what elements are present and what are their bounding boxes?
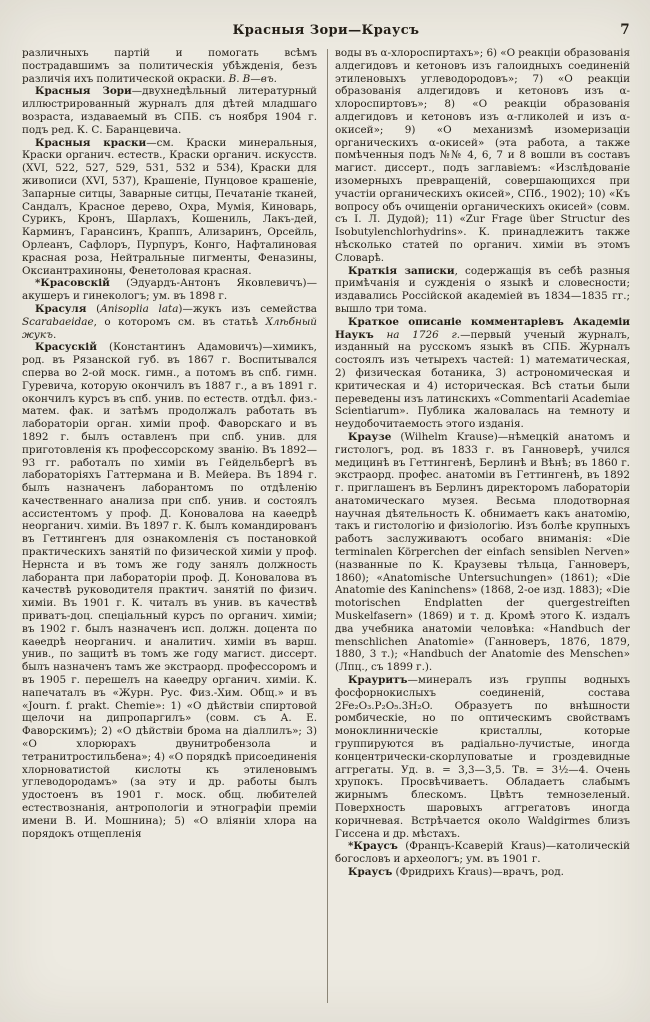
entry-paragraph bbox=[22, 85, 317, 136]
entry-text: различныхъ партій и помогать всѣмъ пострадавшимъ за политическія убѣжденія, безъ различія ихъ политической окраски. bbox=[22, 47, 317, 85]
entry-text: —минералъ изъ группы водныхъ фосфорнокислыхъ соединеній, состава 2Fe₂O₃.P₂O₅.3H₂O. Образуетъ по внѣшности ромбическіе, но по оптическимъ свойствамъ моноклинническіе кристаллы, которые группируются въ радіально-лучистые, иногда концентрически-скорлуповатые и гроздевидные аггрегаты. Уд. в. = 3,3—3,5. Тв. = 3½—4. Очень хрупокъ. Просвѣчиваетъ. Обладаетъ слабымъ жирнымъ блескомъ. Цвѣтъ темнозеленый. Поверхность шаровыхъ аггрегатовъ иногда коричневая. Встрѣчается около Waldgirmes близъ Гиссена и др. мѣстахъ. bbox=[335, 674, 630, 840]
right-column bbox=[335, 47, 630, 1005]
entry-text: (Францъ-Ксаверій Kraus)—католическій богословъ и археологъ; ум. въ 1901 г. bbox=[335, 840, 630, 866]
entry-text: , содержащія въ себѣ разныя примѣчанія и сужденія о языкѣ и словесности; издавались Россійской академіей въ 1834—1835 гг.; вышло три тома. bbox=[335, 264, 630, 315]
entry-text: воды въ α-хлороспиртахъ»; 6) «О реакціи образованія алдегидовъ и кетоновъ изъ галоидныхъ соединеній этиленовыхъ углеводородовъ»; 7) «О реакціи образованія алдегидовъ и кетоновъ изъ α-хлороспиртовъ»; 8) «О реакціи образованія алдегидовъ и кетоновъ изъ α-гликолей и изъ α-окисей»; 9) «О механизмѣ изомеризаціи органическихъ α-окисей» (эта работа, а также помѣченныя подъ №№ 4, 6, 7 и 8 вошли въ составъ магист. диссерт., подъ заглавіемъ: «Изслѣдованіе изомерныхъ превращеній, совершающихся при участіи органическихъ окисей», СПб., 1902); 10) «Къ вопросу объ очищеніи органическихъ окисей» (совм. съ І. Л. Дудой); 11) «Zur Frage über Structur des Isobutylenchlorhydrins». К. принадлежитъ также нѣсколько статей по органич. химіи въ этомъ Словарѣ. bbox=[335, 47, 630, 264]
entry-headword: Красныя краски bbox=[35, 136, 147, 149]
entry-text: Хлѣбный жукъ. bbox=[22, 315, 317, 341]
entry-headword: Красуля bbox=[35, 302, 87, 315]
entry-paragraph bbox=[335, 866, 630, 879]
entry-text: В. В—въ. bbox=[228, 72, 277, 85]
entry-paragraph bbox=[22, 277, 317, 303]
column-divider bbox=[327, 49, 328, 1003]
entry-headword: Краткія записки bbox=[348, 264, 455, 277]
entry-text: (Эдуардъ-Антонъ Яковлевичъ)—акушеръ и гинекологъ; ум. въ 1898 г. bbox=[22, 277, 317, 303]
entry-paragraph bbox=[335, 674, 630, 840]
entry-text: )—жукъ изъ семейства bbox=[178, 302, 317, 315]
entry-text: ( bbox=[86, 302, 101, 315]
entry-paragraph bbox=[22, 47, 317, 85]
entry-text: на 1726 г. bbox=[373, 328, 461, 341]
entry-paragraph bbox=[22, 341, 317, 840]
entry-headword: Краусъ bbox=[348, 866, 393, 878]
entry-headword: Краткое описаніе комментаріевъ Академіи Наукъ bbox=[335, 315, 630, 341]
running-title: Красныя Зори—Краусъ bbox=[232, 23, 420, 38]
entry-text: , о которомъ см. въ статьѣ bbox=[93, 315, 266, 328]
entry-text: (Фридрихъ Kraus)—врачъ, род. bbox=[392, 866, 564, 878]
entry-paragraph bbox=[335, 265, 630, 316]
entry-paragraph bbox=[22, 303, 317, 341]
entry-paragraph bbox=[22, 137, 317, 278]
entry-headword: Красускій bbox=[35, 341, 97, 354]
text-columns bbox=[22, 47, 630, 1005]
entry-text: —см. Краски минеральныя, Краски органич. естеств., Краски органич. искусств. (XVI, 522, 527, 529, 531, 532 и 534), Краски для живописи (XVI, 537), Крашеніе, Пунцовое крашеніе, Запарные ситцы, Заварные ситцы, Печатаніе тканей, Сандалъ, Красное дерево, Охра, Мумія, Киноварь, Сурикъ, Кронъ, Шарлахъ, Кошениль, Лакъ-дей, Карминъ, Гарансинъ, Краппъ, Ализаринъ, Орсейль, Орлеанъ, Сафлоръ, Пурпуръ, Конго, Нафталиновая красная роза, Нейтральные пигменты, Феназины, Оксиантрахиноны, Фенетоловая красная. bbox=[22, 136, 317, 277]
entry-headword: Краузе bbox=[348, 430, 392, 443]
entry-headword: *Краусъ bbox=[348, 840, 398, 853]
entry-text: —двухнедѣльный литературный иллюстрированный журналъ для дѣтей младшаго возраста, издаваемый въ СПБ. съ ноября 1904 г. подъ ред. К. С. Баранцевича. bbox=[22, 85, 317, 136]
entry-headword: Красныя Зори bbox=[35, 85, 132, 98]
entry-paragraph bbox=[335, 431, 630, 674]
entry-paragraph bbox=[335, 47, 630, 265]
entry-text: (Wilhelm Krause)—нѣмецкій анатомъ и гистологъ, род. въ 1833 г. въ Ганноверѣ, учился медицинѣ въ Геттингенѣ, Берлинѣ и Вѣнѣ; въ 1860 г. экстраорд. профес. анатоміи въ Геттингенѣ, въ 1892 г. приглашенъ въ Берлинъ директоромъ лабораторіи анатомическаго музея. Весьма плодотворная научная дѣятельность К. обнимаетъ какъ анатомію, такъ и гистологію и физіологію. Изъ болѣе крупныхъ работъ заслуживаютъ особаго вниманія: «Die terminalen Körperchen der einfach sensiblen Nerven» (названные по К. Краузевы тѣльца, Ганноверъ, 1860); «Anatomische Untersuchungen» (1861); «Die Anatomie des Kaninchens» (1868, 2-ое изд. 1883); «Die motorischen Endplatten der quergestreiften Muskelfasern» (1869) и т. д. Кромѣ этого К. издалъ два учебника анатоміи человѣка: «Handbuch der menschlichen Anatomie» (Ганноверъ, 1876, 1879, 1880, 3 т.); «Handbuch der Anatomie des Menschen» (Лпц., съ 1899 г.). bbox=[335, 430, 630, 674]
entry-text: Scarabaeidae bbox=[22, 315, 94, 328]
entry-text: —первый ученый журналъ, изданный на русскомъ языкѣ въ СПБ. Журналъ состоялъ изъ четырехъ частей: 1) математическая, 2) физическая ботаника, 3) астрономическая и критическая и 4) историческая. Всѣ статьи были переведены изъ латинскихъ «Commentarii Academiae Scientiarum». Публика жаловалась на темноту и неудобочитаемость этого изданія. bbox=[335, 328, 630, 431]
page-number: 7 bbox=[620, 22, 630, 38]
left-column bbox=[22, 47, 317, 1005]
page-header bbox=[22, 22, 630, 38]
entry-paragraph bbox=[335, 316, 630, 431]
entry-paragraph bbox=[335, 840, 630, 866]
entry-text: (Константинъ Адамовичъ)—химикъ, род. въ Рязанской губ. въ 1867 г. Воспитывался сперва во 2-ой моск. гимн., а потомъ въ спб. гимн. Гуревича, которую окончилъ въ 1887 г., а въ 1891 г. окончилъ курсъ въ спб. унив. по естеств. отдѣл. физ.-матем. фак. и затѣмъ продолжалъ работать въ лабораторіи орган. химіи проф. Фаворскаго и въ 1892 г. былъ оставленъ при спб. унив. для приготовленія къ профессорскому званію. Въ 1892—93 гг. работалъ по химіи въ Гейдельбергѣ въ лабораторіяхъ Гаттермана и В. Мейера. Въ 1894 г. былъ назначенъ лаборантомъ по отдѣленію качественнаго анализа при спб. унив. и состоялъ ассистентомъ у проф. Д. Коновалова на каѳедрѣ неорганич. химіи. Въ 1897 г. К. былъ командированъ въ Геттингенъ для ознакомленія съ постановкой практическихъ занятій по физической химіи у проф. Нернста и въ томъ же году занялъ должность лаборанта при лабораторіи проф. Д. Коновалова въ качествѣ руководителя практич. занятій по физич. химіи. Въ 1901 г. К. читалъ въ унив. въ качествѣ приватъ-доц. спеціальный курсъ по органич. химіи; въ 1902 г. былъ назначенъ исп. должн. доцента по каѳедрѣ неорганич. и аналитич. химіи въ варш. унив., по защитѣ въ томъ же году магист. диссерт. былъ назначенъ тамъ же экстраорд. профессоромъ и въ 1905 г. перешелъ на каѳедру органич. химіи. К. напечаталъ въ «Журн. Рус. Физ.-Хим. Общ.» и въ «Journ. f. prakt. Chemie»: 1) «О дѣйствіи спиртовой щелочи на дипропаргилъ» (совм. съ А. Е. Фаворскимъ); 2) «О дѣйствіи брома на діаллилъ»; 3) «О хлорюрахъ двунитробензола и тетранитростильбена»; 4) «О порядкѣ присоединенія хлорноватистой кислоты къ этиленовымъ углеводородамъ» (за эту и др. работы былъ удостоенъ въ 1901 г. моск. общ. любителей естествознанія, антропологіи и этнографіи преміи имени В. И. Мошнина); 5) «О вліяніи хлора на порядокъ отщепленія bbox=[22, 341, 317, 840]
entry-headword: Крауритъ bbox=[348, 674, 408, 687]
entry-headword: *Красовскій bbox=[35, 277, 110, 290]
entry-text: Anisoplia lata bbox=[100, 302, 179, 315]
